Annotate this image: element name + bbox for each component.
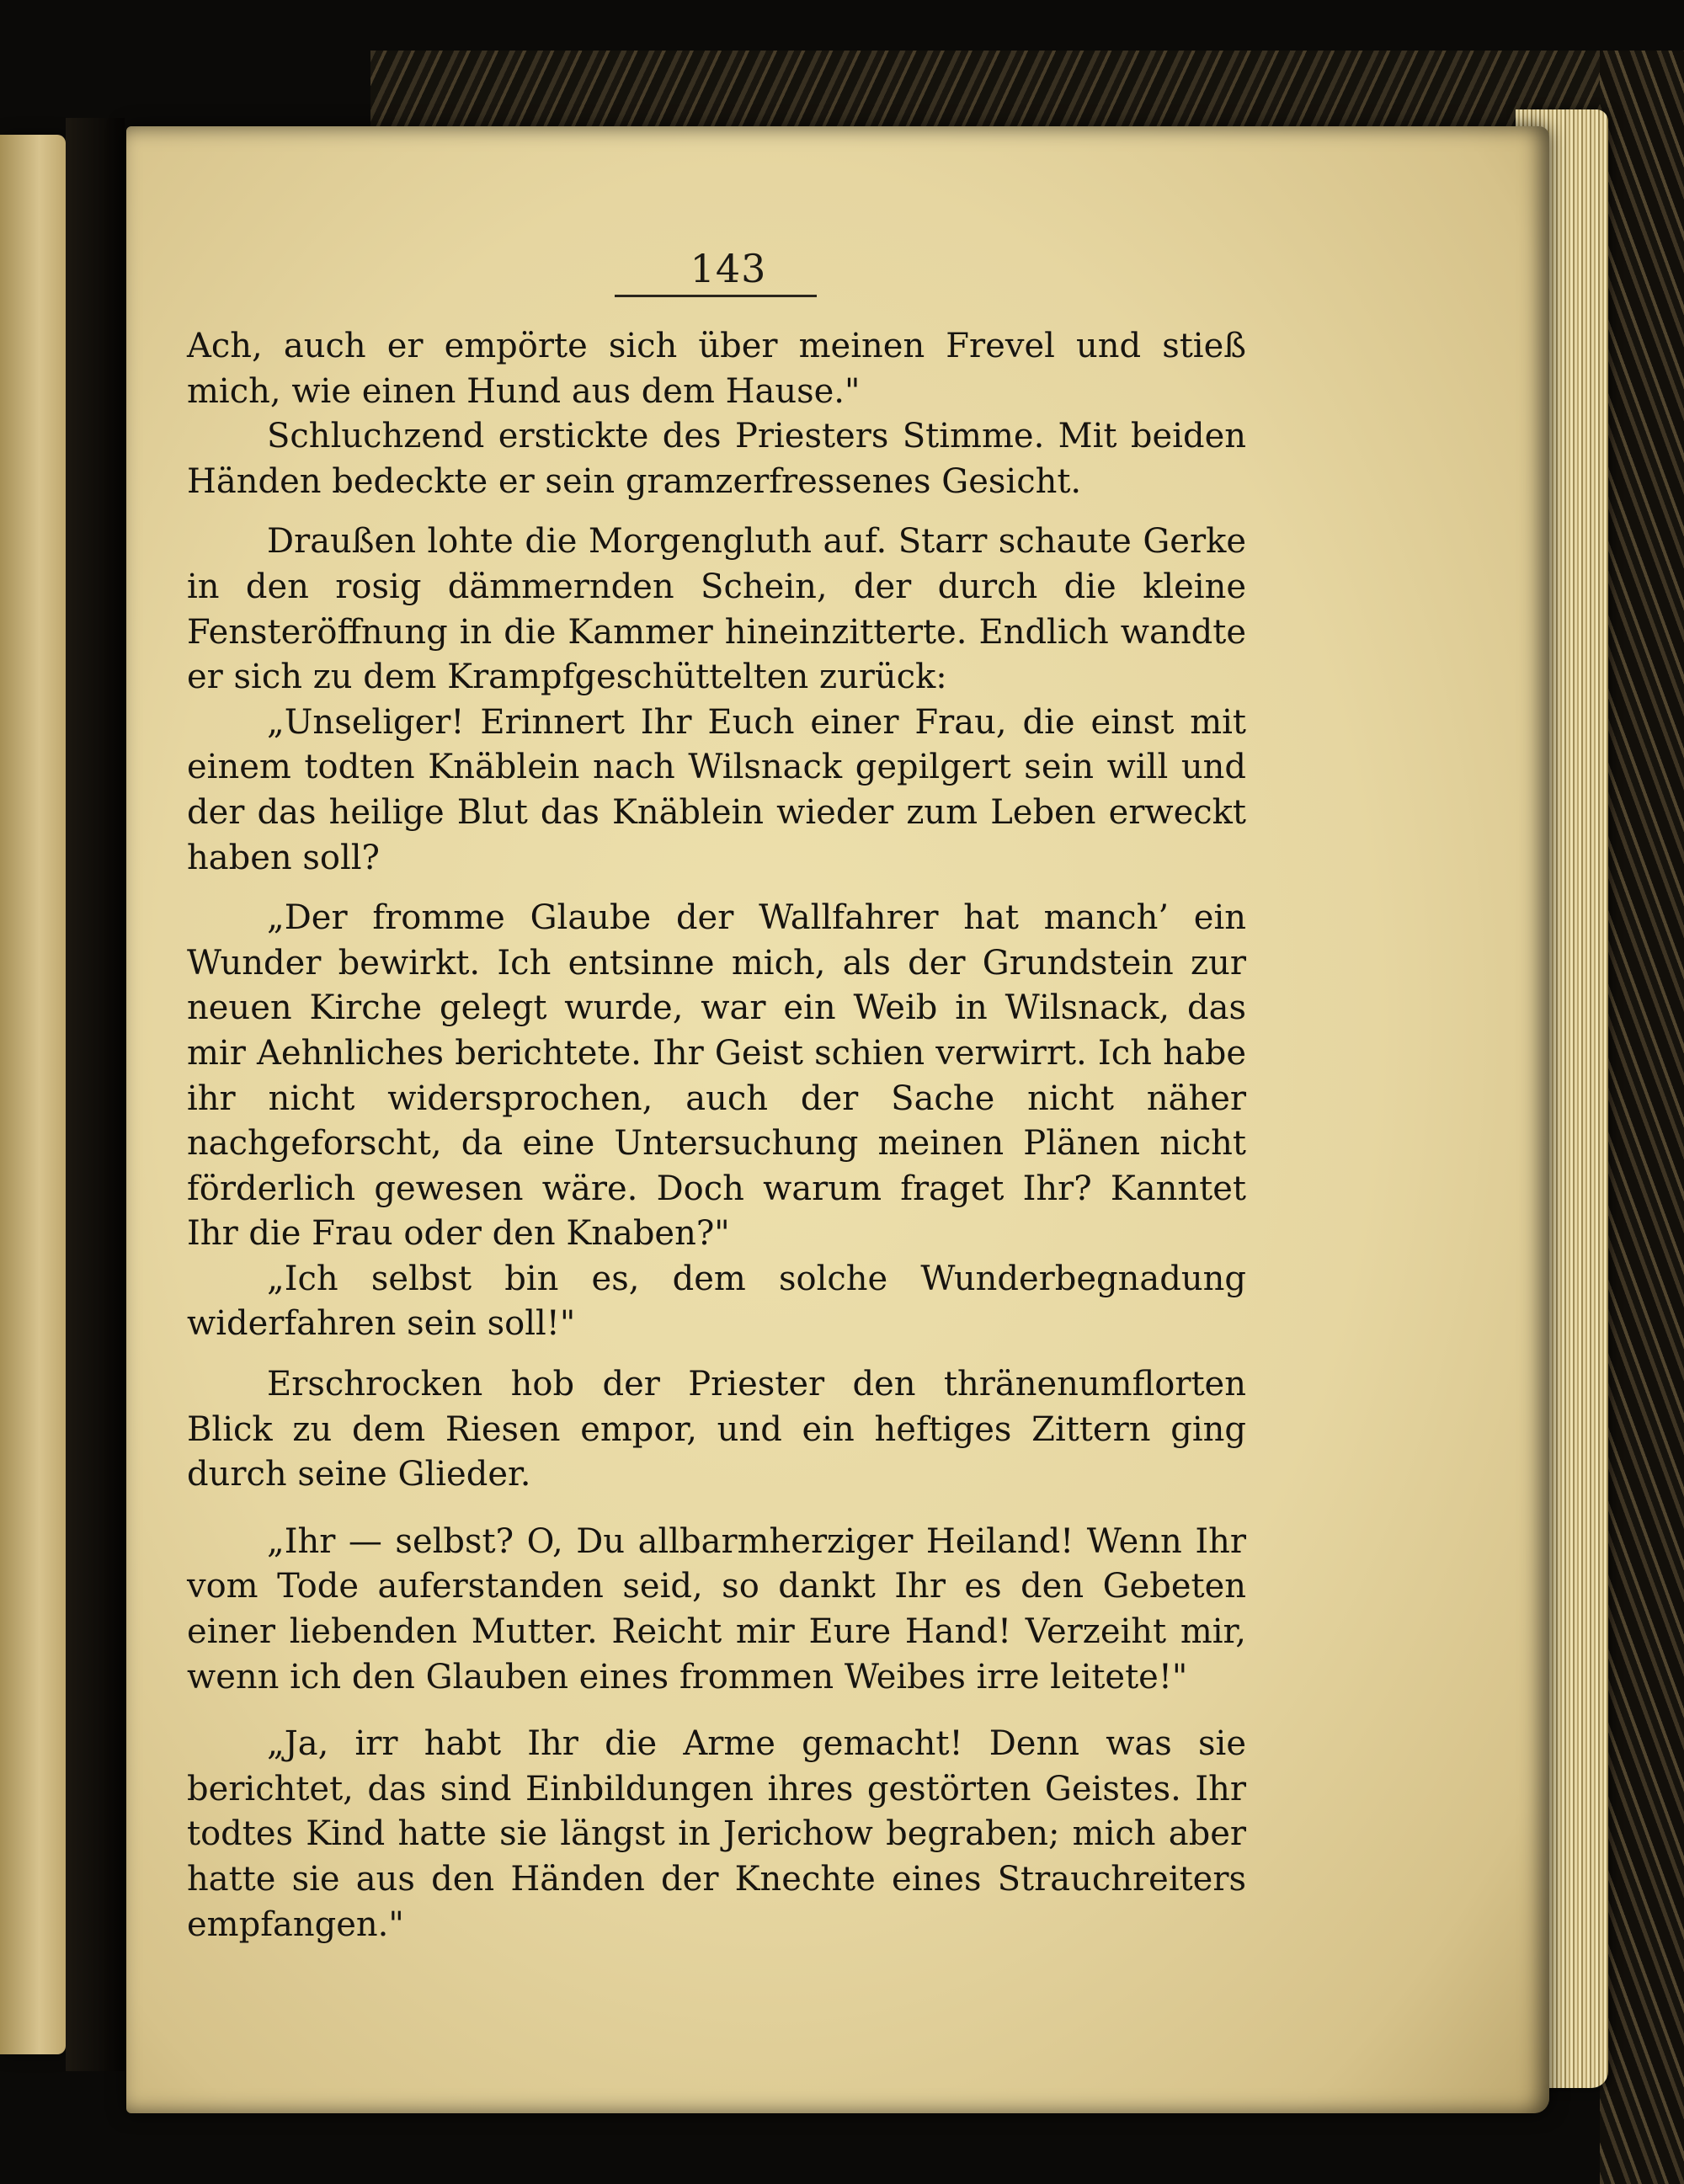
paragraph-5: „Der fromme Glaube der Wallfahrer hat manch’ ein Wunder bewirkt. Ich entsinne mich, als der Grundstein zur neuen Kirche gelegt wurde, war ein Weib in Wilsnack, das mir Aehnliches berichtete. Ihr Geist schien verwirrt. Ich habe ihr nicht widersprochen, auch der Sache nicht näher nachgeforscht, da eine Untersuchung meinen Plänen nicht förderlich gewesen wäre. Doch warum fraget Ihr? Kanntet Ihr die Frau oder den Knaben?" xyxy=(187,898,1246,1254)
marbled-cover-right xyxy=(1600,51,1684,2184)
paragraph-4: „Unseliger! Erinnert Ihr Euch einer Frau, die einst mit einem todten Knäblein nach Wilsnack gepilgert sein will und der das heilige Blut das Knäblein wieder zum Leben erweckt haben soll? xyxy=(187,702,1246,877)
book-gutter xyxy=(66,118,125,2071)
page-number: 143 xyxy=(690,246,767,291)
paragraph-8: „Ihr — selbst? O, Du allbarmherziger Heiland! Wenn Ihr vom Tode auferstanden seid, so dankt Ihr es den Gebeten einer liebenden Mutter. Reicht mir Eure Hand! Verzeiht mir, wenn ich den Glauben eines frommen Weibes irre leitete!" xyxy=(187,1521,1246,1697)
paragraph-9: „Ja, irr habt Ihr die Arme gemacht! Denn was sie berichtet, das sind Einbildungen ihres gestörten Geistes. Ihr todtes Kind hatte sie längst in Jerichow begraben; mich aber hatte sie aus den Händen der Knechte eines Strauchreiters empfangen." xyxy=(187,1724,1246,1944)
paragraph-2: Schluchzend erstickte des Priesters Stimme. Mit beiden Händen bedeckte er sein gramzerfressenes Gesicht. xyxy=(187,417,1246,501)
paragraph-6: „Ich selbst bin es, dem solche Wunderbegnadung widerfahren sein soll!" xyxy=(187,1259,1246,1344)
paragraph-3: Draußen lohte die Morgengluth auf. Starr schaute Gerke in den rosig dämmernden Schein, der durch die kleine Fensteröffnung in die Kammer hineinzitterte. Endlich wandte er sich zu dem Krampfgeschüttelten zurück: xyxy=(187,522,1246,697)
paragraph-1: Ach, auch er empörte sich über meinen Frevel und stieß mich, wie einen Hund aus dem Hause." xyxy=(187,327,1246,411)
page-number-rule xyxy=(615,295,817,297)
previous-page-edge xyxy=(0,135,66,2054)
paragraph-7: Erschrocken hob der Priester den thränenumflorten Blick zu dem Riesen empor, und ein heftiges Zittern ging durch seine Glieder. xyxy=(187,1365,1246,1494)
page-body xyxy=(187,324,1246,1947)
